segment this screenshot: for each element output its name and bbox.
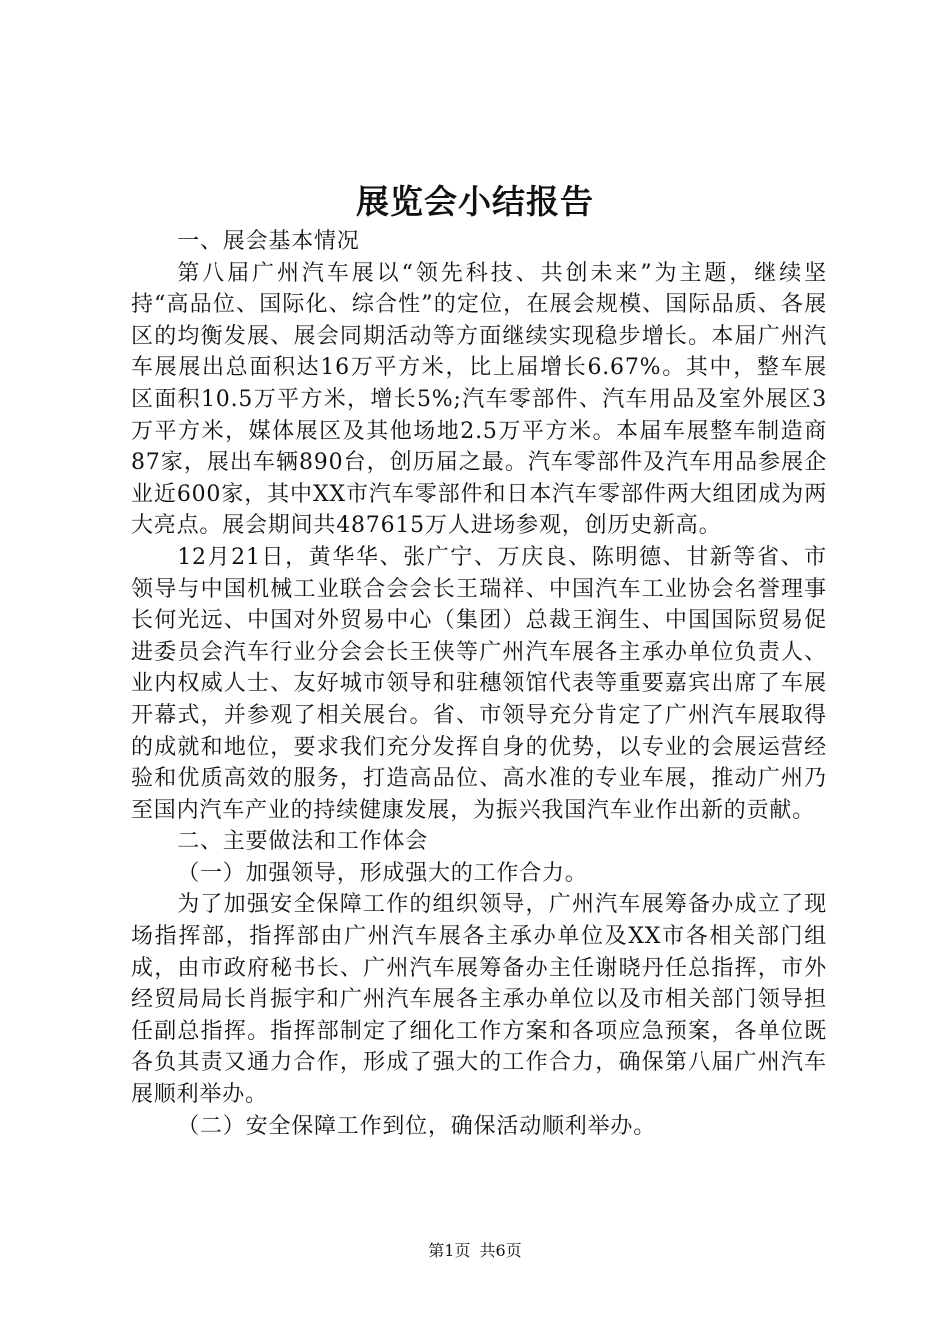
section-heading: 一、展会基本情况 [177,229,360,254]
document-title: 展览会小结报告 [356,182,594,221]
document-body [131,226,827,1142]
body-paragraph: 第八届广州汽车展以“领先科技、共创未来”为主题，继续坚持“高品位、国际化、综合性”的定位，在展会规模、国际品质、各展区的均衡发展、展会同期活动等方面继续实现稳步增长。本届广州汽车展展出总面积达16万平方米，比上届增长6.67%。其中，整车展区面积10.5万平方米，增长5%;汽车零部件、汽车用品及室外展区3万平方米，媒体展区及其他场地2.5万平方米。本届车展整车制造商87家，展出车辆890台，创历届之最。汽车零部件及汽车用品参展企业近600家，其中XX市汽车零部件和日本汽车零部件两大组团成为两大亮点。展会期间共487615万人进场参观，创历史新高。 [131,260,827,539]
body-paragraph: 12月21日，黄华华、张广宁、万庆良、陈明德、甘新等省、市领导与中国机械工业联合会会长王瑞祥、中国汽车工业协会名誉理事长何光远、中国对外贸易中心（集团）总裁王润生、中国国际贸易促进委员会汽车行业分会会长王侠等广州汽车展各主承办单位负责人、业内权威人士、友好城市领导和驻穗领馆代表等重要嘉宾出席了车展开幕式，并参观了相关展台。省、市领导充分肯定了广州汽车展取得的成就和地位，要求我们充分发挥自身的优势，以专业的会展运营经验和优质高效的服务，打造高品位、高水准的专业车展，推动广州乃至国内汽车产业的持续健康发展，为振兴我国汽车业作出新的贡献。 [131,544,827,823]
page-footer [0,1240,950,1262]
body-paragraph: 为了加强安全保障工作的组织领导，广州汽车展筹备办成立了现场指挥部，指挥部由广州汽车展各主承办单位及XX市各相关部门组成，由市政府秘书长、广州汽车展筹备办主任谢晓丹任总指挥，市外经贸局局长肖振宇和广州汽车展各主承办单位以及市相关部门领导担任副总指挥。指挥部制定了细化工作方案和各项应急预案，各单位既各负其责又通力合作，形成了强大的工作合力，确保第八届广州汽车展顺利举办。 [131,892,827,1108]
page-total: 共6页 [479,1241,522,1260]
subsection-heading: （一）加强领导，形成强大的工作合力。 [177,860,588,886]
subsection-heading: （二）安全保障工作到位，确保活动顺利举办。 [177,1113,656,1139]
section-heading: 二、主要做法和工作体会 [177,829,428,855]
page-number: 第1页 [428,1241,471,1260]
